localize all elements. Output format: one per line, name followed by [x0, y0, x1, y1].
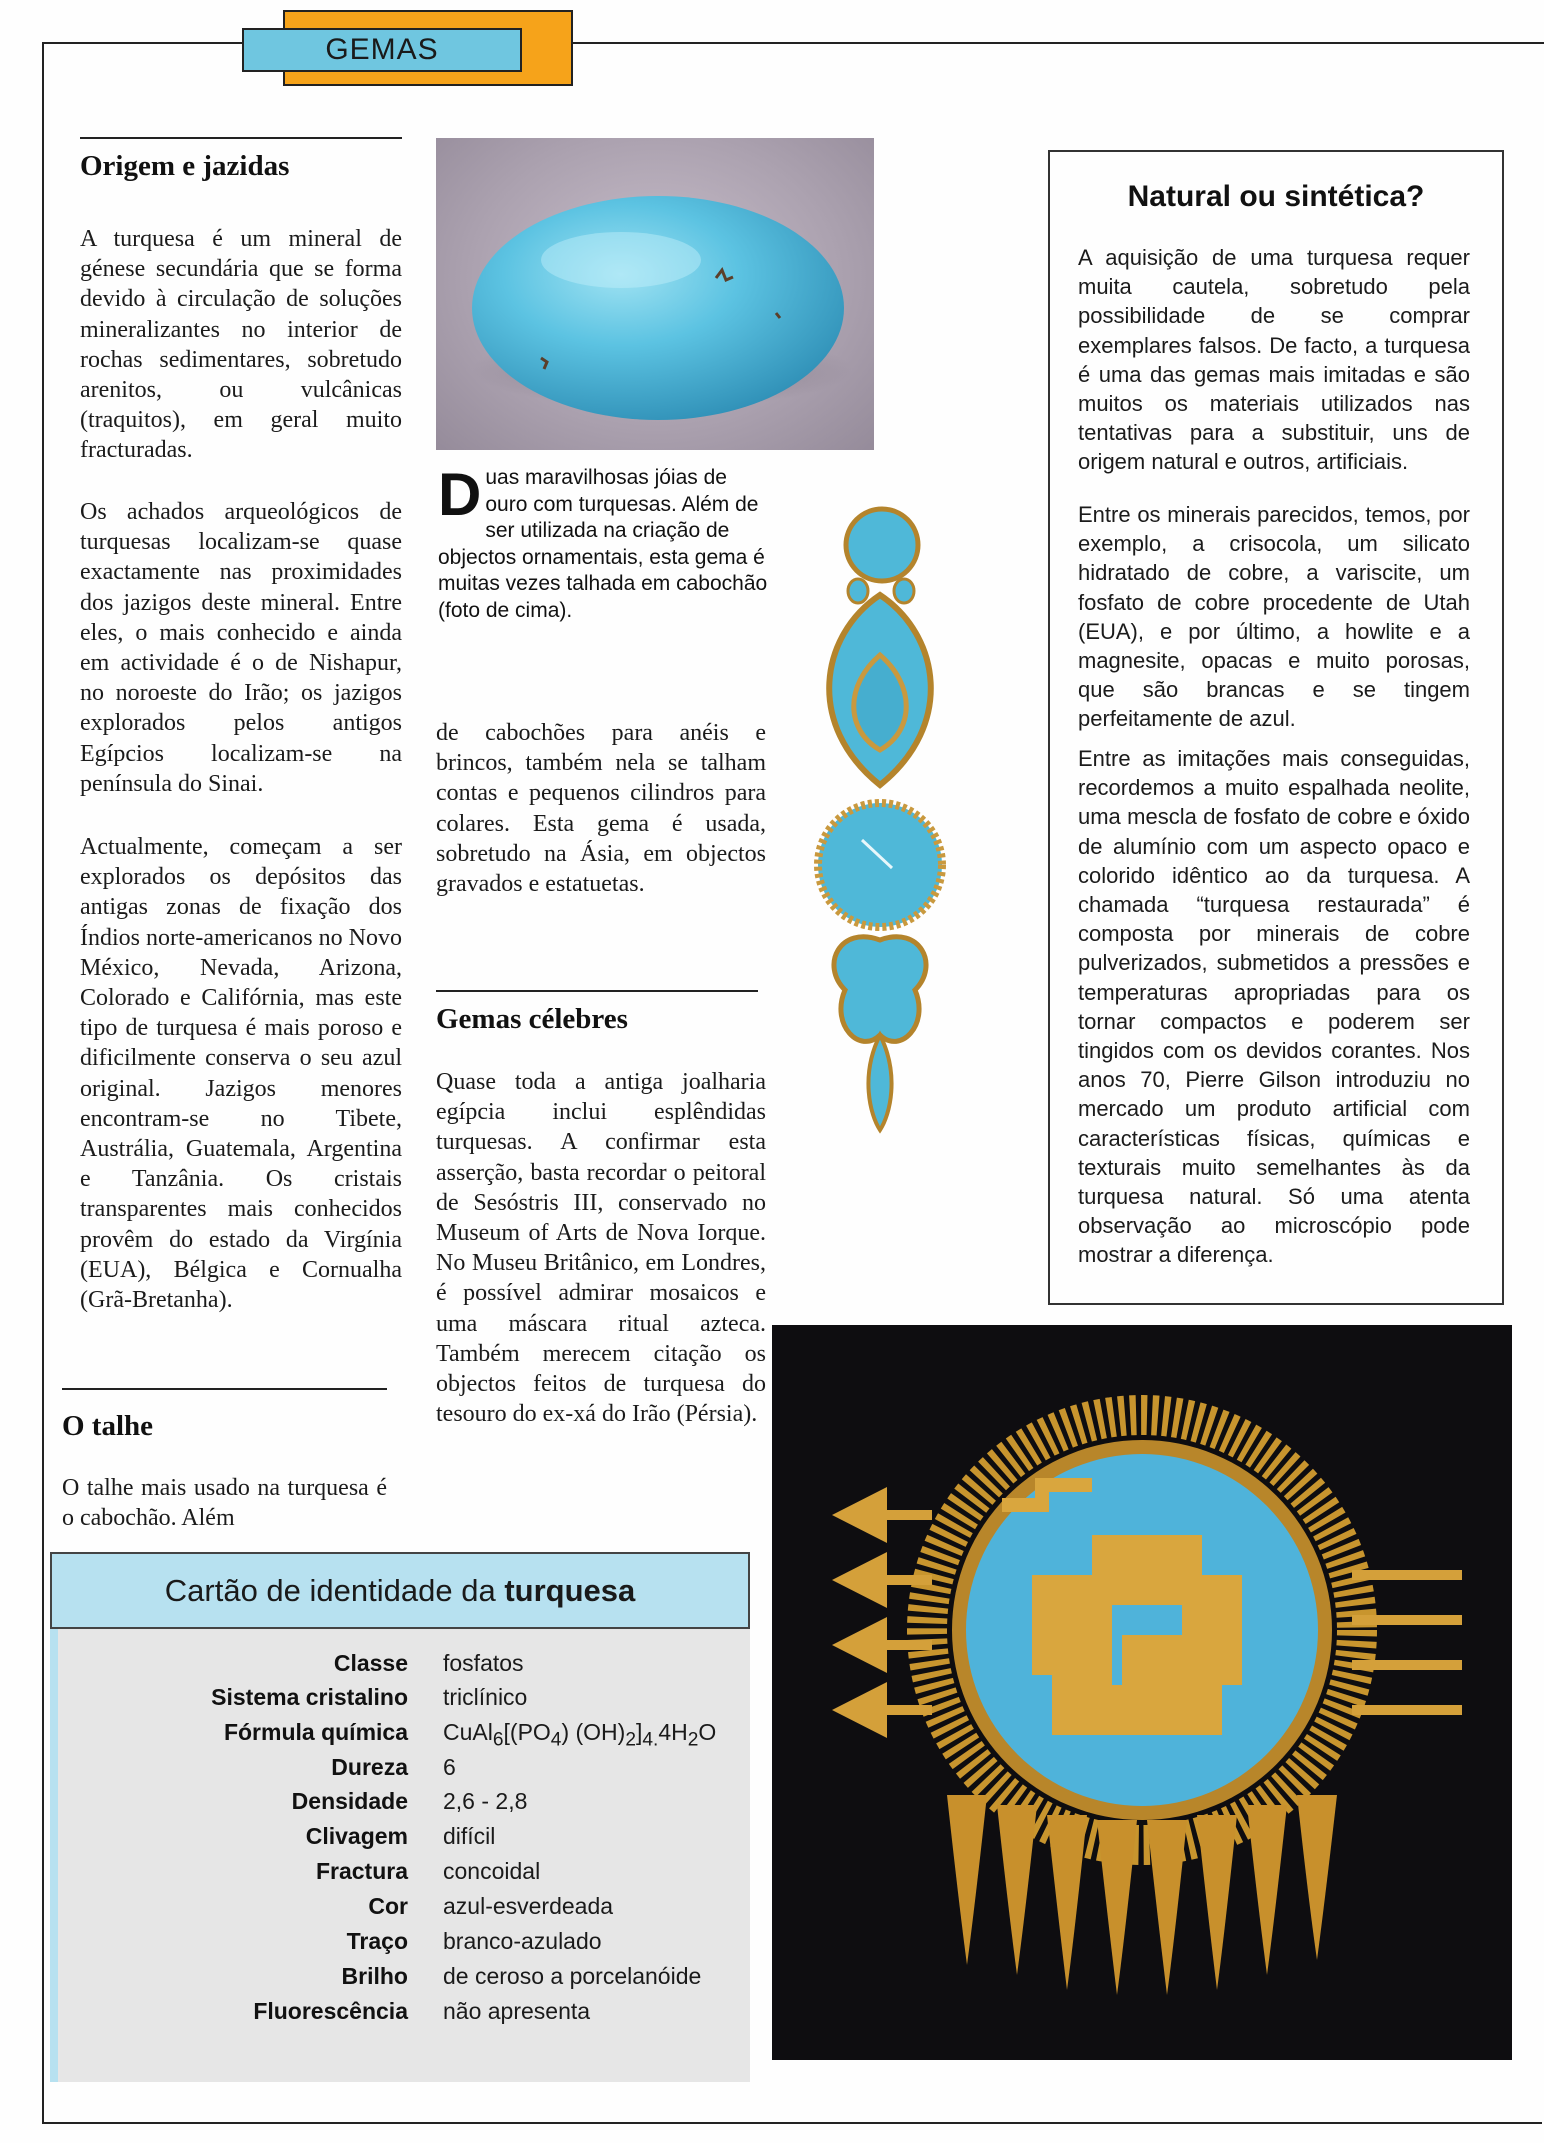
identity-label: Clivagem — [305, 1823, 408, 1849]
identity-row — [50, 1719, 750, 1754]
identity-row — [50, 1684, 750, 1719]
famous-paragraph: Quase toda a antiga joalharia egípcia inclui esplêndidas turquesas. A confirmar esta asserção, basta recordar o peitoral de Sesóstris III, conservado no Museum of Arts de Nova Iorque. No Museu Britânico, em Londres, é possível admirar mosaicos e uma máscara ritual azteca. Também merecem citação os objectos feitos de turquesa do tesouro do ex-xá do Irão (Pérsia). — [436, 1069, 766, 1428]
identity-row — [50, 1998, 750, 2033]
identity-label: Brilho — [341, 1963, 408, 1989]
identity-value: não apresenta — [443, 1998, 591, 2024]
cut-paragraph: O talhe mais usado na turquesa é o cabochão. Além — [62, 1475, 387, 1532]
identity-label: Dureza — [331, 1754, 408, 1780]
heading-rule — [80, 137, 402, 139]
sidebar-paragraph: A aquisição de uma turquesa requer muita cautela, sobretudo pela possibilidade de se comprar exemplares falsos. De facto, a turquesa é uma das gemas mais imitadas e são muitos os materiais utilizados nas tentativas para a substituir, uns de origem natural e outros, artificiais. — [1078, 245, 1470, 475]
identity-row — [50, 1893, 750, 1928]
gold-turquoise-pendant-image — [800, 495, 950, 1155]
identity-value-formula: $CuAl_6[(PO_4)$ $(OH)_2]_{4.}4H_2O$ — [443, 1719, 717, 1751]
identity-row — [50, 1963, 750, 1998]
origin-paragraph: A turquesa é um mineral de génese secundária que se forma devido à circulação de soluções mineralizantes no interior de rochas sedimentares, sobretudo arenitos, ou vulcânicas (traquitos), em geral muito fracturadas. — [80, 226, 402, 464]
aztec-gold-pectoral-image — [772, 1325, 1512, 2060]
identity-value: fosfatos — [443, 1650, 524, 1676]
identity-row — [50, 1823, 750, 1858]
cut-continued-paragraph: de cabochões para anéis e brincos, também nela se talham contas e pequenos cilindros para colares. Esta gema é usada, sobretudo na Ásia, em objectos gravados e estatuetas. — [436, 720, 766, 898]
identity-card-title-mineral: turquesa — [504, 1572, 636, 1608]
identity-label: Classe — [333, 1650, 408, 1676]
sidebar-paragraph: Entre as imitações mais conseguidas, recordemos a muito espalhada neolite, uma mescla de fosfato de cobre e óxido de alumínio com um aspecto opaco e colorido idêntico ao da turquesa. A chamada “turquesa restaurada” é composta por minerais de cobre pulverizados, submetidos a pressões e temperaturas apropriadas para os tornar compactos e poderem ser tingidos com os devidos corantes. Nos anos 70, Pierre Gilson introduziu no mercado um produto artificial com características físicas, químicas e texturais muito semelhantes às da turquesa natural. Só uma atenta observação ao microscópio pode mostrar a diferença. — [1078, 746, 1470, 1268]
page-frame-left-rule — [42, 42, 44, 2124]
identity-label: Sistema cristalino — [211, 1684, 408, 1710]
origin-paragraph: Os achados arqueológicos de turquesas localizam-se quase exactamente nas proximidades dos jazigos deste mineral. Entre eles, o mais conhecido e ainda em actividade é o de Nishapur, no noroeste do Irão; os jazigos explorados pelos antigos Egípcios localizam-se na península do Sinai. — [80, 499, 402, 797]
caption-dropcap: D — [438, 461, 482, 528]
identity-card-title-prefix: Cartão de identidade da — [164, 1572, 505, 1608]
heading-origin: Origem e jazidas — [80, 150, 290, 182]
identity-label: Traço — [346, 1928, 408, 1954]
identity-row — [50, 1928, 750, 1963]
turquoise-cabochon-image — [436, 138, 874, 450]
sidebar-paragraph: Entre os minerais parecidos, temos, por exemplo, a crisocola, um silicato hidratado de cobre, a variscite, um fosfato de cobre procedente de Utah (EUA), e por último, a howlite e a magnesite, opacas e muito porosas, que são brancas e se tingem perfeitamente de azul. — [1078, 502, 1470, 732]
identity-value: difícil — [443, 1823, 496, 1849]
identity-value: triclínico — [443, 1684, 528, 1710]
pendant-photo — [800, 495, 950, 1155]
identity-label: Fórmula química — [223, 1719, 408, 1745]
heading-rule — [62, 1388, 387, 1390]
identity-label: Densidade — [291, 1788, 408, 1814]
cabochon-photo — [436, 138, 874, 450]
heading-famous: Gemas célebres — [436, 1003, 628, 1035]
identity-card-title — [165, 1573, 635, 1609]
page-frame-bottom-rule — [42, 2122, 1542, 2124]
heading-cut: O talhe — [62, 1410, 154, 1442]
sidebar-title: Natural ou sintética? — [1127, 180, 1425, 213]
identity-row — [50, 1650, 750, 1685]
identity-row — [50, 1754, 750, 1789]
identity-value: 2,6 - 2,8 — [443, 1788, 528, 1814]
photo-caption — [438, 461, 768, 625]
identity-label: Cor — [368, 1893, 408, 1919]
identity-label: Fluorescência — [253, 1998, 408, 2024]
identity-card-header — [50, 1552, 750, 1629]
identity-value: concoidal — [443, 1858, 541, 1884]
identity-value: branco-azulado — [443, 1928, 602, 1954]
identity-label: Fractura — [315, 1858, 408, 1884]
caption-text: uas maravilhosas jóias de ouro com turquesas. Além de ser utilizada na criação de objectos ornamentais, esta gema é muitas vezes talhada em cabochão (foto de cima). — [438, 466, 768, 622]
section-label: GEMAS — [325, 33, 439, 66]
identity-value: 6 — [443, 1754, 456, 1780]
identity-value: de ceroso a porcelanóide — [443, 1963, 702, 1989]
heading-rule — [436, 990, 758, 992]
section-tab — [242, 28, 522, 72]
identity-card — [50, 1552, 750, 2082]
identity-row — [50, 1788, 750, 1823]
pectoral-photo — [772, 1325, 1512, 2060]
identity-value: azul-esverdeada — [443, 1893, 614, 1919]
origin-paragraph: Actualmente, começam a ser explorados os depósitos das antigas zonas de fixação dos Índios norte-americanos no Novo México, Nevada, Arizona, Colorado e Califórnia, mas este tipo de turquesa é mais poroso e dificilmente conserva o seu azul original. Jazigos menores encontram-se no Tibete, Austrália, Guatemala, Argentina e Tanzânia. Os cristais transparentes mais conhecidos provêm do estado da Virgínia (EUA), Bélgica e Cornualha (Grã-Bretanha). — [80, 834, 402, 1314]
identity-row — [50, 1858, 750, 1893]
